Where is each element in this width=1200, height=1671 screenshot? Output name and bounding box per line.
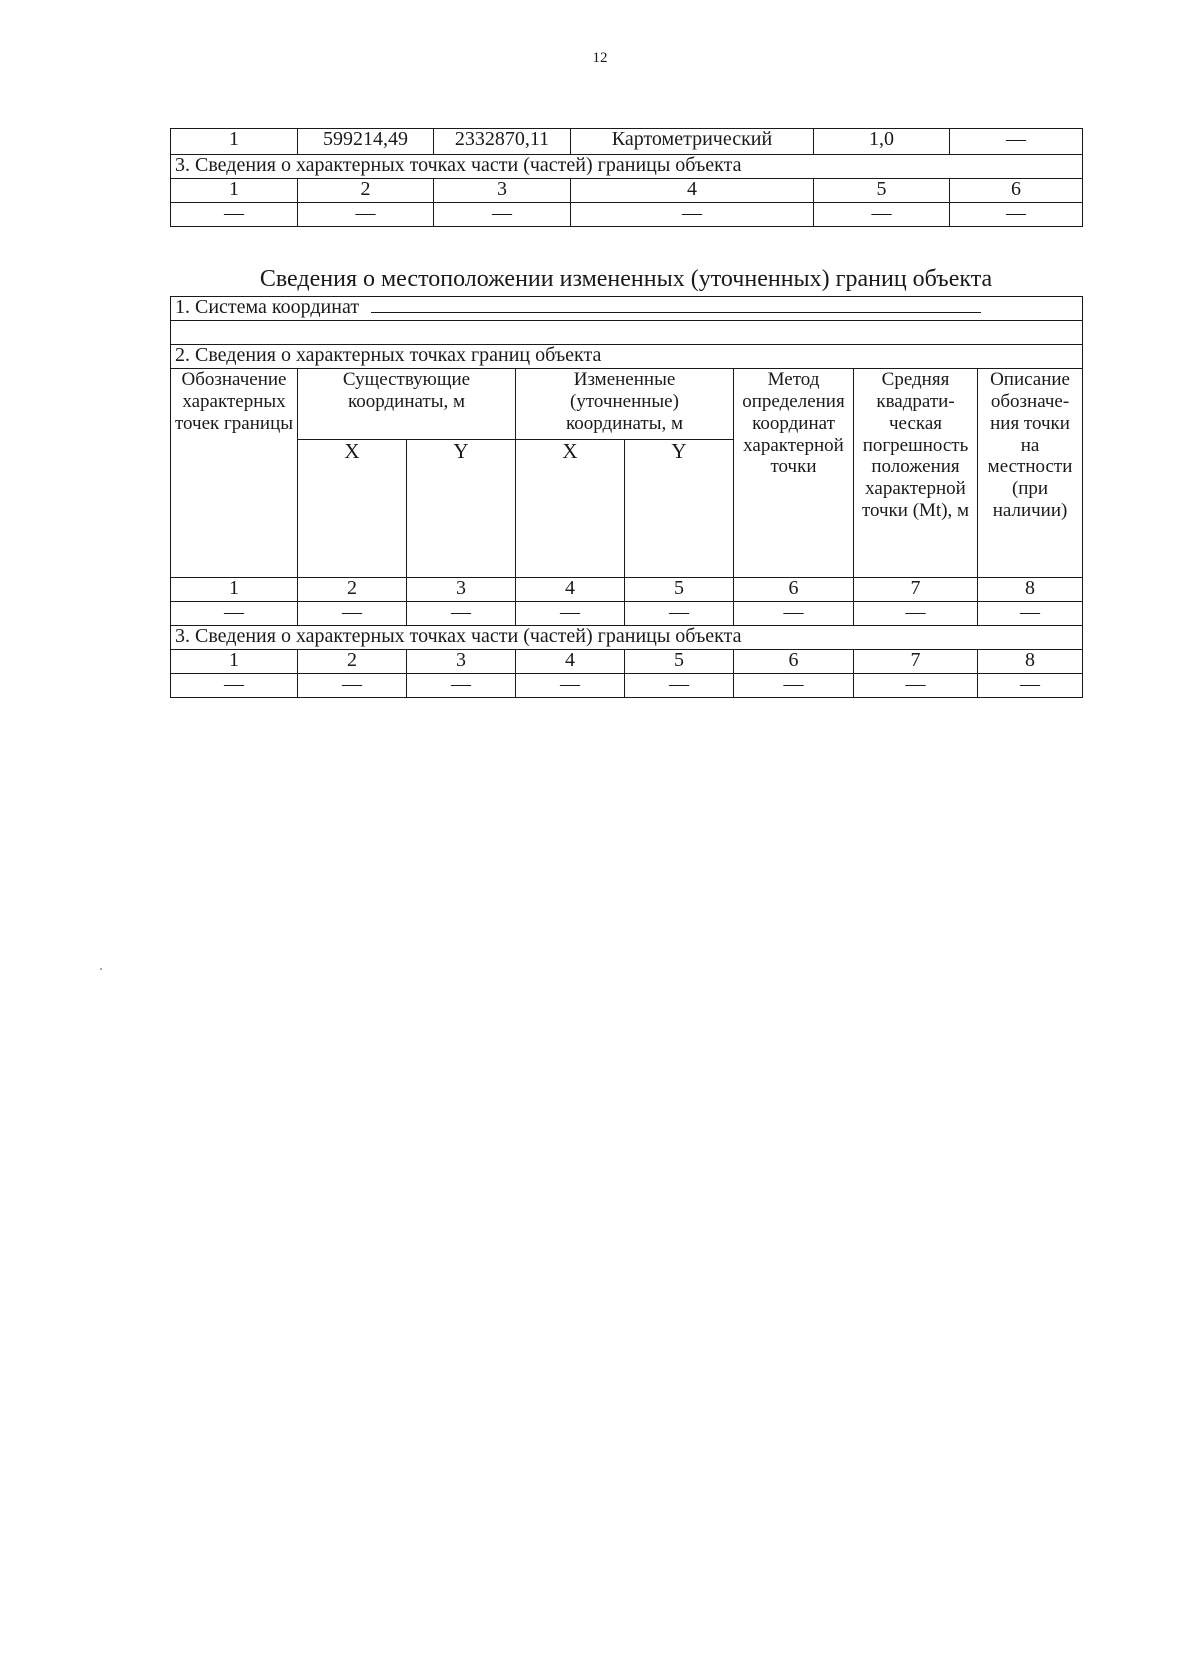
header-point-designation: Обозначение характерных точек границы [171,369,298,578]
column-number: 8 [978,650,1083,674]
changed-boundaries-title: Сведения о местоположении измененных (уточненных) границ объекта [259,266,993,292]
header-description: Описание обозначения точки на местности (при наличии) [978,369,1083,578]
page-number: 12 [592,50,608,66]
empty-value: — [407,602,516,626]
section-3-title: 3. Сведения о характерных точках части (частей) границы объекта [171,155,1083,179]
header-existing-coordinates: Существующие координаты, м [298,369,516,440]
header-x: X [516,440,625,578]
table-header-row [171,369,1083,440]
empty-value: — [734,602,854,626]
coord-x: 599214,49 [298,129,434,155]
table-row [171,674,1083,698]
column-number: 3 [434,179,571,203]
column-number: 2 [298,179,434,203]
empty-value: — [854,602,978,626]
empty-value: — [171,203,298,227]
empty-value: — [625,602,734,626]
column-number: 3 [407,578,516,602]
empty-value: — [407,674,516,698]
column-number: 6 [950,179,1083,203]
empty-value: — [814,203,950,227]
section-2-title: 2. Сведения о характерных точках границ объекта [171,345,1083,369]
column-number: 6 [734,650,854,674]
coord-y: 2332870,11 [434,129,571,155]
header-y: Y [625,440,734,578]
column-number: 4 [516,578,625,602]
column-number: 5 [625,578,734,602]
column-number: 3 [407,650,516,674]
empty-value: — [516,602,625,626]
coordinate-system-row [171,297,1083,321]
empty-value: — [978,674,1083,698]
header-y: Y [407,440,516,578]
column-number: 5 [625,650,734,674]
empty-value: — [298,203,434,227]
section-3-title: 3. Сведения о характерных точках части (частей) границы объекта [171,626,1083,650]
header-method: Метод определения координат характерной точки [734,369,854,578]
empty-value: — [625,674,734,698]
column-number: 1 [171,578,298,602]
table-row [171,626,1083,650]
table-row [171,650,1083,674]
scan-speck [100,968,102,970]
table-row [171,345,1083,369]
header-x: X [298,440,407,578]
point-number: 1 [171,129,298,155]
empty-value: — [171,602,298,626]
empty-row [171,321,1083,345]
column-number: 6 [734,578,854,602]
column-number: 1 [171,650,298,674]
column-number: 4 [516,650,625,674]
column-number: 7 [854,650,978,674]
column-number: 5 [814,179,950,203]
header-mean-error: Средняя квадратическая погрешность положения характерной точки (Mt), м [854,369,978,578]
empty-value: — [434,203,571,227]
empty-value: — [571,203,814,227]
table-row [171,321,1083,345]
column-number: 8 [978,578,1083,602]
empty-value: — [734,674,854,698]
table-row [171,297,1083,321]
empty-value: — [854,674,978,698]
column-number: 1 [171,179,298,203]
boundary-points-table-continued [170,128,1083,227]
table-row [171,602,1083,626]
table-row [171,179,1083,203]
empty-value: — [171,674,298,698]
empty-value: — [516,674,625,698]
column-number: 2 [298,650,407,674]
description: — [950,129,1083,155]
column-number: 4 [571,179,814,203]
table-row [171,129,1083,155]
coordinate-system-blank-line [371,298,981,313]
changed-boundaries-table [170,296,1083,698]
column-number: 7 [854,578,978,602]
empty-value: — [978,602,1083,626]
empty-value: — [298,602,407,626]
mean-error: 1,0 [814,129,950,155]
table-row [171,155,1083,179]
column-number: 2 [298,578,407,602]
empty-value: — [298,674,407,698]
table-row [171,578,1083,602]
method: Картометрический [571,129,814,155]
header-changed-coordinates: Измененные (уточненные) координаты, м [516,369,734,440]
coordinate-system-label: 1. Система координат [175,296,360,318]
empty-value: — [950,203,1083,227]
table-row [171,203,1083,227]
